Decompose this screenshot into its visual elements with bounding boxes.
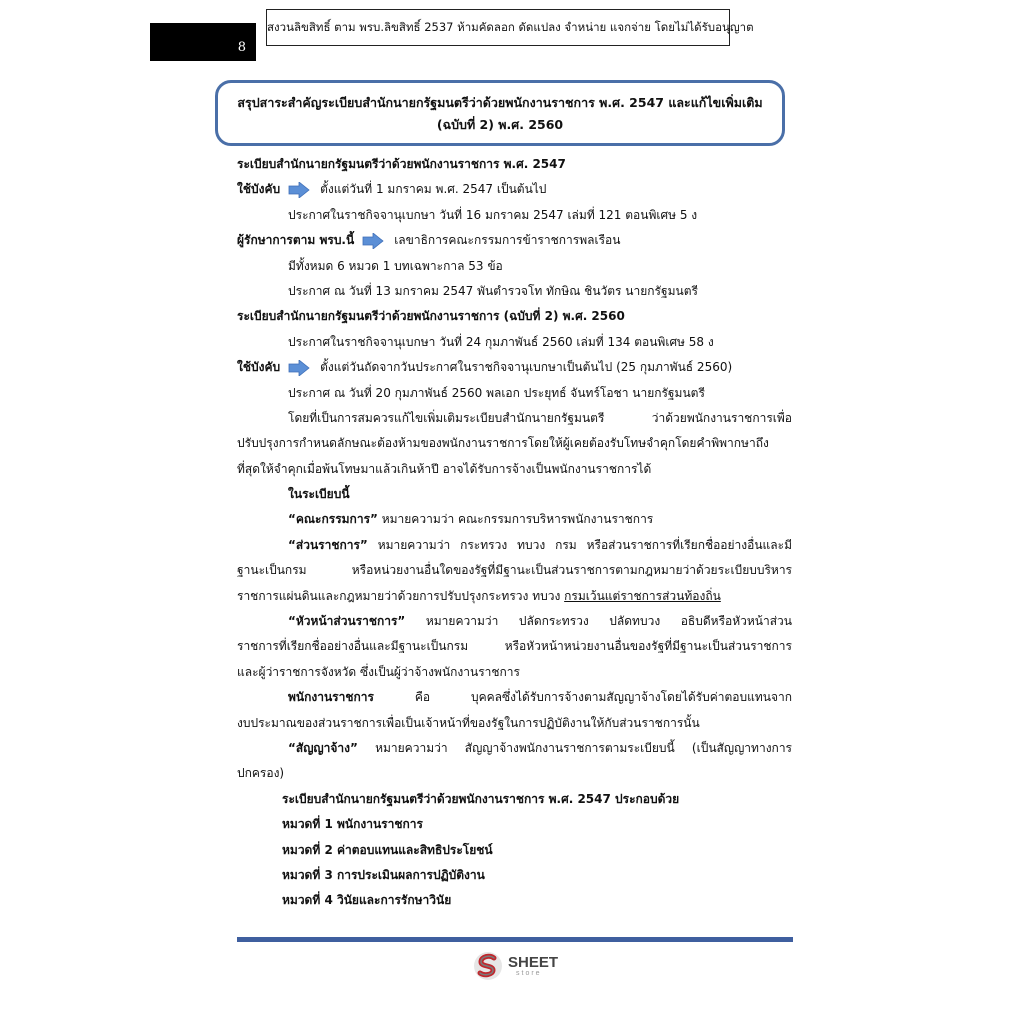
administrator-label: ผู้รักษาการตาม พรบ.นี้ — [237, 233, 355, 248]
definition-committee — [237, 507, 792, 532]
chapter-item: หมวดที่ 2 ค่าตอบแทนและสิทธิประโยชน์ — [282, 842, 493, 857]
document-title-box — [215, 80, 785, 146]
effective-line-2547 — [237, 177, 792, 202]
structure-line: มีทั้งหมด 6 หมวด 1 บทเฉพาะกาล 53 ข้อ — [288, 258, 503, 273]
definition-text: หมายความว่า ปลัดกระทรวง ปลัดทบวง อธิบดีหรือหัวหน้าส่วน — [405, 614, 792, 629]
paragraph-line: ปกครอง) — [237, 766, 285, 781]
definition-text: หมายความว่า กระทรวง ทบวง กรม หรือส่วนราชการที่เรียกชื่ออย่างอื่นและมี — [367, 537, 792, 552]
effective-text: ตั้งแต่วันที่ 1 มกราคม พ.ศ. 2547 เป็นต้นไป — [320, 182, 547, 197]
paragraph-text: ราชการแผ่นดินและกฎหมายว่าด้วยการปรับปรุงกระทรวง ทบวง — [237, 588, 565, 603]
definition-government-employee — [237, 685, 792, 710]
definition-agency-head — [237, 609, 792, 634]
effective-label: ใช้บังคับ — [237, 360, 281, 375]
composition-heading: ระเบียบสำนักนายกรัฐมนตรีว่าด้วยพนักงานราชการ พ.ศ. 2547 ประกอบด้วย — [282, 791, 680, 806]
paragraph-line: ราชการที่เรียกชื่ออย่างอื่นและมีฐานะเป็นกรม หรือหัวหน้าหน่วยงานอื่นของรัฐที่มีฐานะเป็นส่วนราชการ — [237, 639, 792, 654]
arrow-right-icon — [362, 233, 384, 249]
signed-line-2560: ประกาศ ณ วันที่ 20 กุมภาพันธ์ 2560 พลเอก ประยุทธ์ จันทร์โอชา นายกรัฐมนตรี — [288, 385, 705, 400]
paragraph-line: โดยที่เป็นการสมควรแก้ไขเพิ่มเติมระเบียบสำนักนายกรัฐมนตรี ว่าด้วยพนักงานราชการเพื่อ — [288, 410, 792, 425]
definition-term: พนักงานราชการ — [288, 690, 374, 705]
document-body — [237, 152, 792, 914]
gazette-line-2560: ประกาศในราชกิจจานุเบกษา วันที่ 24 กุมภาพันธ์ 2560 เล่มที่ 134 ตอนพิเศษ 58 ง — [288, 334, 714, 349]
paragraph-line — [237, 584, 792, 609]
definition-contract — [237, 736, 792, 761]
definition-agency — [237, 533, 792, 558]
heading-regulation-2547: ระเบียบสำนักนายกรัฐมนตรีว่าด้วยพนักงานราชการ พ.ศ. 2547 — [237, 157, 566, 171]
chapter-item: หมวดที่ 1 พนักงานราชการ — [282, 817, 423, 832]
administrator-text: เลขาธิการคณะกรรมการข้าราชการพลเรือน — [394, 233, 621, 248]
chapter-item: หมวดที่ 4 วินัยและการรักษาวินัย — [282, 893, 452, 908]
chapter-item: หมวดที่ 3 การประเมินผลการปฏิบัติงาน — [282, 867, 485, 882]
title-line-1: สรุปสาระสำคัญระเบียบสำนักนายกรัฐมนตรีว่าด้วยพนักงานราชการ พ.ศ. 2547 และแก้ไขเพิ่มเติม — [237, 95, 763, 110]
effective-text: ตั้งแต่วันถัดจากวันประกาศในราชกิจจานุเบกษาเป็นต้นไป (25 กุมภาพันธ์ 2560) — [320, 360, 733, 375]
title-line-2: (ฉบับที่ 2) พ.ศ. 2560 — [436, 117, 564, 132]
definition-term: “สัญญาจ้าง” — [288, 740, 358, 755]
paragraph-line: และผู้ว่าราชการจังหวัด ซึ่งเป็นผู้ว่าจ้างพนักงานราชการ — [237, 664, 520, 679]
administrator-line — [237, 228, 792, 253]
paragraph-line: ปรับปรุงการกำหนดลักษณะต้องห้ามของพนักงานราชการโดยให้ผู้เคยต้องรับโทษจำคุกโดยคำพิพากษาถึง — [237, 436, 769, 451]
logo-text: SHEET — [508, 954, 559, 971]
arrow-right-icon — [288, 182, 310, 198]
definition-text: คือ บุคคลซึ่งได้รับการจ้างตามสัญญาจ้างโดยได้รับค่าตอบแทนจาก — [373, 690, 792, 705]
definition-term: “ส่วนราชการ” — [288, 537, 368, 552]
paragraph-line: ฐานะเป็นกรม หรือหน่วยงานอื่นใดของรัฐที่มีฐานะเป็นส่วนราชการตามกฎหมายว่าด้วยระเบียบบริหาร — [237, 563, 792, 578]
copyright-notice: สงวนลิขสิทธิ์ ตาม พรบ.ลิขสิทธิ์ 2537 ห้ามคัดลอก ดัดแปลง จำหน่าย แจกจ่าย โดยไม่ได้รับอนุญาต — [266, 9, 730, 46]
effective-line-2560 — [237, 355, 792, 380]
page-number-box — [150, 23, 256, 61]
definitions-heading: ในระเบียบนี้ — [288, 487, 350, 502]
definition-text: หมายความว่า สัญญาจ้างพนักงานราชการตามระเบียบนี้ (เป็นสัญญาทางการ — [357, 740, 792, 755]
gazette-line-2547: ประกาศในราชกิจจานุเบกษา วันที่ 16 มกราคม 2547 เล่มที่ 121 ตอนพิเศษ 5 ง — [288, 207, 698, 222]
arrow-right-icon — [288, 360, 310, 376]
underlined-text: กรมเว้นแต่ราชการส่วนท้องถิ่น — [564, 588, 721, 603]
definition-term: “คณะกรรมการ” — [288, 512, 378, 527]
footer-divider — [237, 937, 793, 942]
definition-term: “หัวหน้าส่วนราชการ” — [288, 614, 406, 629]
logo-subtext: store — [516, 970, 542, 977]
logo-mark-icon — [472, 950, 504, 982]
definition-text: หมายความว่า คณะกรรมการบริหารพนักงานราชการ — [377, 512, 654, 527]
effective-label: ใช้บังคับ — [237, 182, 281, 197]
paragraph-line: งบประมาณของส่วนราชการเพื่อเป็นเจ้าหน้าที่ของรัฐในการปฏิบัติงานให้กับส่วนราชการนั้น — [237, 715, 700, 730]
sheet-store-logo — [472, 950, 572, 982]
signed-line-2547: ประกาศ ณ วันที่ 13 มกราคม 2547 พันตำรวจโท ทักษิณ ชินวัตร นายกรัฐมนตรี — [288, 283, 698, 298]
paragraph-line: ที่สุดให้จำคุกเมื่อพ้นโทษมาแล้วเกินห้าปี อาจได้รับการจ้างเป็นพนักงานราชการได้ — [237, 461, 652, 476]
page-number: 8 — [237, 40, 246, 55]
heading-regulation-2560: ระเบียบสำนักนายกรัฐมนตรีว่าด้วยพนักงานราชการ (ฉบับที่ 2) พ.ศ. 2560 — [237, 309, 625, 324]
